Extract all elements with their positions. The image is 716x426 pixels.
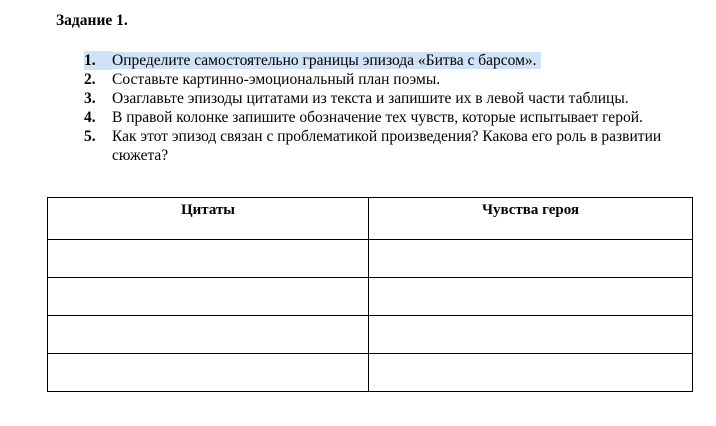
- table-row: [48, 316, 693, 354]
- quote-cell[interactable]: [48, 278, 369, 316]
- task-number: 5.: [84, 128, 96, 145]
- task-text: Озаглавьте эпизоды цитатами из текста и запишите их в левой части таблицы.: [112, 90, 629, 107]
- task-number: 3.: [84, 90, 96, 107]
- table-row: [48, 240, 693, 278]
- feeling-cell[interactable]: [369, 354, 693, 392]
- feeling-cell[interactable]: [369, 240, 693, 278]
- header-quotes: Цитаты: [48, 198, 369, 240]
- task-text-highlighted: Определите самостоятельно границы эпизода «Битва с барсом».: [112, 52, 541, 69]
- task-item-2: [84, 70, 694, 89]
- quote-cell[interactable]: [48, 240, 369, 278]
- quote-cell[interactable]: [48, 316, 369, 354]
- task-text: Как этот эпизод связан с проблематикой произведения? Какова его роль в развитии сюжета?: [112, 128, 662, 164]
- feeling-cell[interactable]: [369, 278, 693, 316]
- feeling-cell[interactable]: [369, 316, 693, 354]
- table-row: [48, 354, 693, 392]
- task-title: Задание 1.: [56, 12, 128, 29]
- task-item-1: [84, 51, 694, 70]
- task-text: В правой колонке запишите обозначение тех чувств, которые испытывает герой.: [112, 109, 643, 126]
- task-text: Составьте картинно-эмоциональный план поэмы.: [112, 71, 441, 88]
- task-item-3: [84, 89, 694, 108]
- quote-cell[interactable]: [48, 354, 369, 392]
- answer-table: [47, 197, 693, 392]
- task-number: 2.: [84, 71, 96, 88]
- table-row: [48, 278, 693, 316]
- task-item-5: [84, 127, 694, 165]
- header-feelings: Чувства героя: [369, 198, 693, 240]
- task-number: 1.: [84, 51, 112, 70]
- task-number: 4.: [84, 109, 96, 126]
- task-list: [84, 51, 694, 165]
- task-item-4: [84, 108, 694, 127]
- table-header-row: [48, 198, 693, 240]
